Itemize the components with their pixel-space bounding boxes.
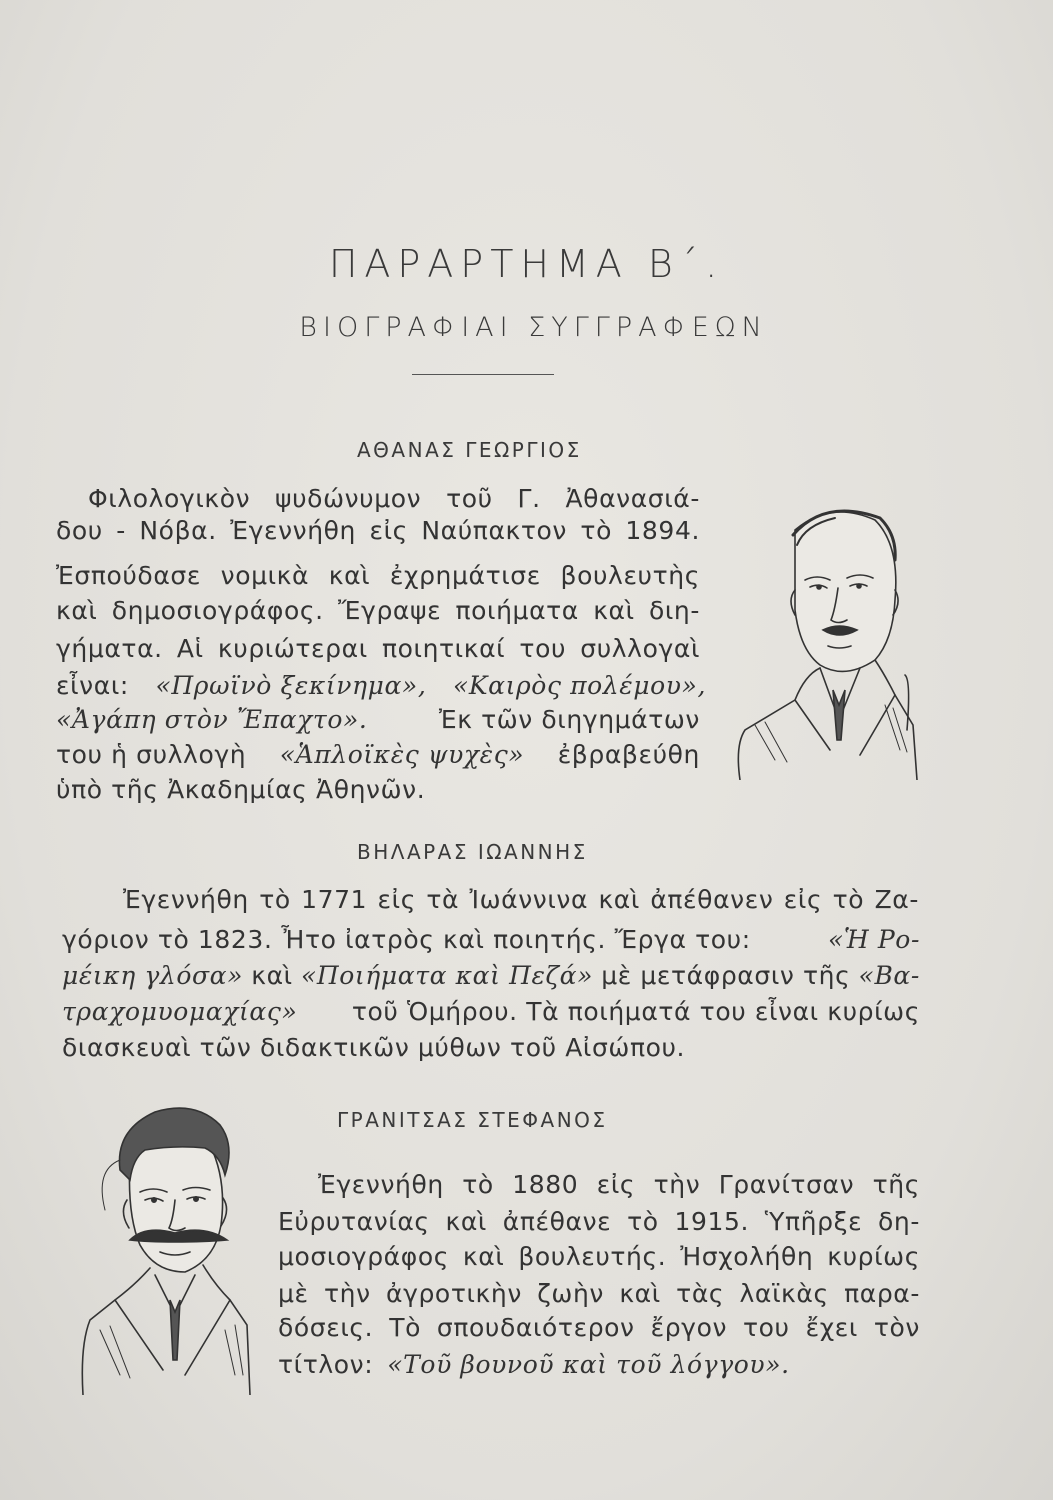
text-segment: μὲ μετάφρασιν τῆς [601,961,851,990]
text-segment: καὶ [251,961,293,990]
work-title: «Βα- [858,961,920,990]
text-segment: τοῦ Ὁμήρου. Τὰ ποιήματά του εἶναι κυρίως [351,997,920,1026]
appendix-subtitle: ΒΙΟΓΡΑΦΙΑΙ ΣΥΓΓΡΑΦΕΩΝ [299,312,768,343]
work-title: «Πρωϊνὸ ξεκίνημα», [155,671,427,700]
text-segment: τίτλον: [278,1350,374,1379]
text-line: μὲ τὴν ἀγροτικὴν ζωὴν καὶ τὰς λαϊκὰς παρα- [278,1279,920,1308]
work-title: «Ἁπλοϊκὲς ψυχὲς» [279,740,525,769]
appendix-title: ΠΑΡΑΡΤΗΜΑ Β΄. [328,242,725,286]
text-line: δόσεις. Τὸ σπουδαιότερον ἔργον του ἔχει τὸν [278,1313,920,1342]
work-title: «Τοῦ βουνοῦ καὶ τοῦ λόγγου». [387,1350,790,1379]
text-segment: του ἡ συλλογὴ [56,740,247,769]
text-line [62,997,920,1026]
title-divider [412,374,554,375]
work-title: «Ἀγάπη στὸν Ἔπαχτο». [56,705,368,734]
text-segment: εἶναι: [56,671,129,700]
work-title: «Ποιήματα καὶ Πεζά» [300,961,594,990]
text-segment: ἐβραβεύθη [557,740,700,769]
text-line: δου - Νόβα. Ἐγεννήθη εἰς Ναύπακτον τὸ 1894. [56,516,700,545]
entry-heading-granitsas: ΓΡΑΝΙΤΣΑΣ ΣΤΕΦΑΝΟΣ [337,1108,608,1132]
text-segment: Ἐκ τῶν διηγημάτων [438,705,700,734]
text-line [56,740,700,769]
text-line: μοσιογράφος καὶ βουλευτής. Ἠσχολήθη κυρίως [278,1242,920,1271]
text-line: Φιλολογικὸν ψυδώνυμον τοῦ Γ. Ἀθανασιά- [88,484,700,513]
text-line: γήματα. Αἱ κυριώτεραι ποιητικαί του συλλογαὶ [56,634,700,663]
portrait-athanas [735,490,920,780]
text-line [62,925,920,954]
text-segment: γόριον τὸ 1823. Ἦτο ἰατρὸς καὶ ποιητής. Ἔργα του: [62,925,751,954]
text-line [62,961,920,990]
work-title: μέικη γλόσα» [62,961,244,990]
text-line [56,705,700,734]
text-line [278,1350,790,1379]
entry-heading-vilaras: ΒΗΛΑΡΑΣ ΙΩΑΝΝΗΣ [357,840,588,864]
text-line: Ἐσπούδασε νομικὰ καὶ ἐχρημάτισε βουλευτὴς [56,561,700,590]
text-line: Ἐγεννήθη τὸ 1880 εἰς τὴν Γρανίτσαν τῆς [318,1170,920,1199]
text-line: καὶ δημοσιογράφος. Ἔγραψε ποιήματα καὶ διη- [56,596,700,625]
work-title: «Καιρὸς πολέμου», [452,671,706,700]
work-title: «Ἡ Ρο- [828,925,920,954]
text-line: ὑπὸ τῆς Ἀκαδημίας Ἀθηνῶν. [56,775,426,804]
entry-heading-athanas: ΑΘΑΝΑΣ ΓΕΩΡΓΙΟΣ [357,438,582,462]
portrait-granitsas [75,1100,255,1395]
work-title: τραχομυομαχίας» [62,997,298,1026]
text-line [56,671,706,700]
text-line: Εὐρυτανίας καὶ ἀπέθανε τὸ 1915. Ὑπῆρξε δη- [278,1207,920,1236]
text-line: διασκευαὶ τῶν διδακτικῶν μύθων τοῦ Αἰσώπου. [62,1033,686,1062]
text-line: Ἐγεννήθη τὸ 1771 εἰς τὰ Ἰωάννινα καὶ ἀπέθανεν εἰς τὸ Ζα- [123,885,919,914]
